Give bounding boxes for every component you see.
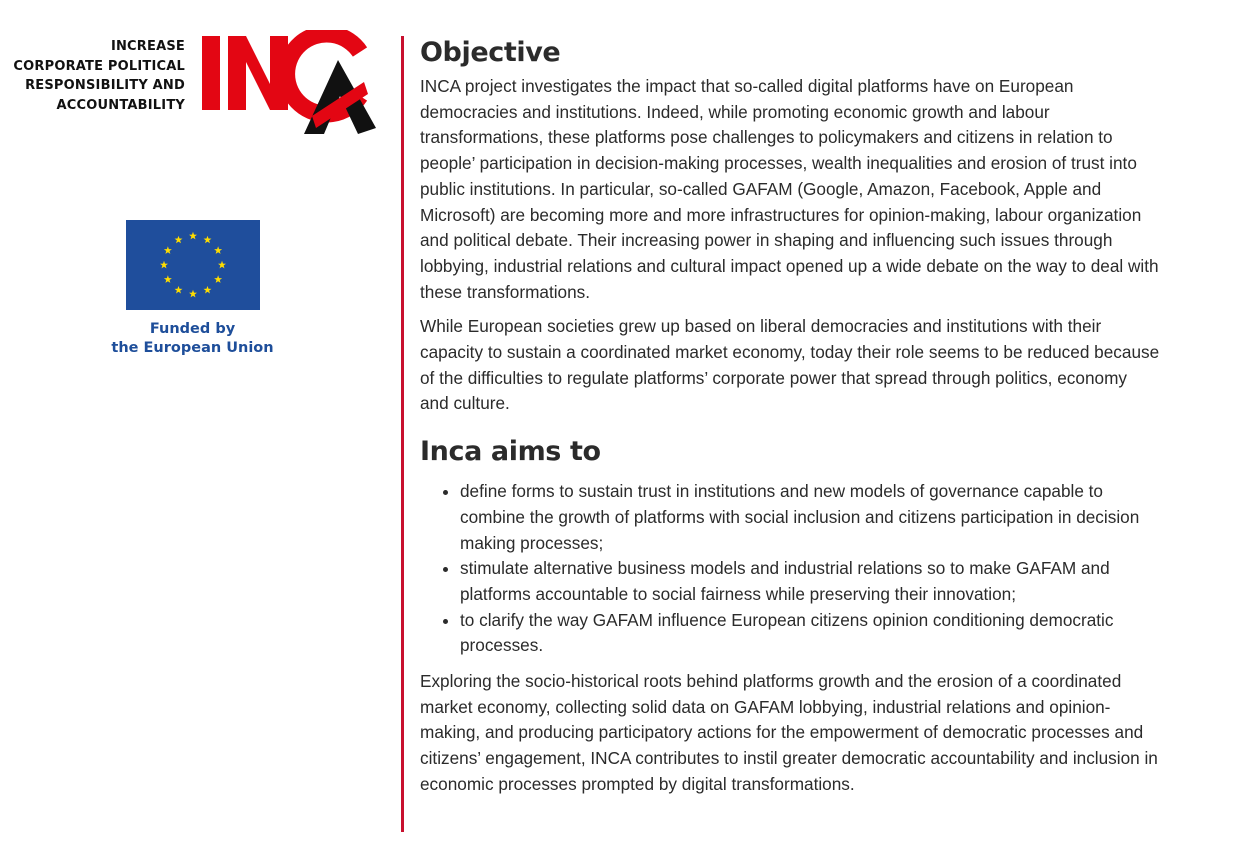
inca-logo[interactable] [0,30,395,140]
logo-tagline-line: ACCOUNTABILITY [56,97,185,113]
aims-list [420,479,1160,659]
logo-tagline-line: INCREASE [110,39,185,54]
vertical-divider [401,36,404,832]
eu-flag-icon [126,220,260,310]
closing-paragraph: Exploring the socio-historical roots behind platforms growth and the erosion of a coordinated market economy, collecting solid data on GAFAM lobbying, industrial relations and opinion-making, and producing participatory actions for the empowerment of democratic processes and citizens’ engagement, INCA contributes to instil greater democratic accountability and inclusion in economic processes prompted by digital transformations. [420,671,1158,794]
objective-heading: Objective [420,37,561,68]
sidebar [0,0,395,844]
eu-caption [95,320,290,358]
main-content [420,32,1160,798]
logo-tagline-line: CORPORATE POLITICAL [13,58,185,74]
eu-caption-line: the European Union [111,340,274,356]
list-item: • stimulate alternative business models and industrial relations so to make GAFAM and platforms accountable to social fairness while preserving their innovation; [460,556,1160,607]
eu-funding-block [95,220,290,358]
aims-heading: Inca aims to [420,436,601,468]
list-item: • to clarify the way GAFAM influence European citizens opinion conditioning democratic processes. [460,608,1160,659]
logo-tagline [13,37,185,115]
list-item: • define forms to sustain trust in institutions and new models of governance capable to combine the growth of platforms with social inclusion and citizens participation in decision making processes; [460,479,1160,556]
eu-caption-line: Funded by [149,321,236,337]
objective-paragraph: While European societies grew up based on liberal democracies and institutions with their capacity to sustain a coordinated market economy, today their role seems to be reduced because of the difficulties to regulate platforms’ corporate power that spread through politics, economy and culture. [420,316,1160,414]
logo-tagline-line: RESPONSIBILITY AND [25,78,185,93]
inca-logo-mark [200,30,376,140]
objective-paragraph: INCA project investigates the impact that so-called digital platforms have on European democracies and institutions. Indeed, while promoting economic growth and labour transformations, these platforms pose challenges to policymakers and citizens in relation to people’ participation in decision-making processes, wealth inequalities and erosion of trust into public institutions. In particular, so-called GAFAM (Google, Amazon, Facebook, Apple and Microsoft) are becoming more and more infrastructures for opinion-making, labour organization and political debate. Their increasing power in shaping and influencing such issues through lobbying, industrial relations and cultural impact opened up a wide debate on the way to deal with these transformations. [420,76,1159,302]
